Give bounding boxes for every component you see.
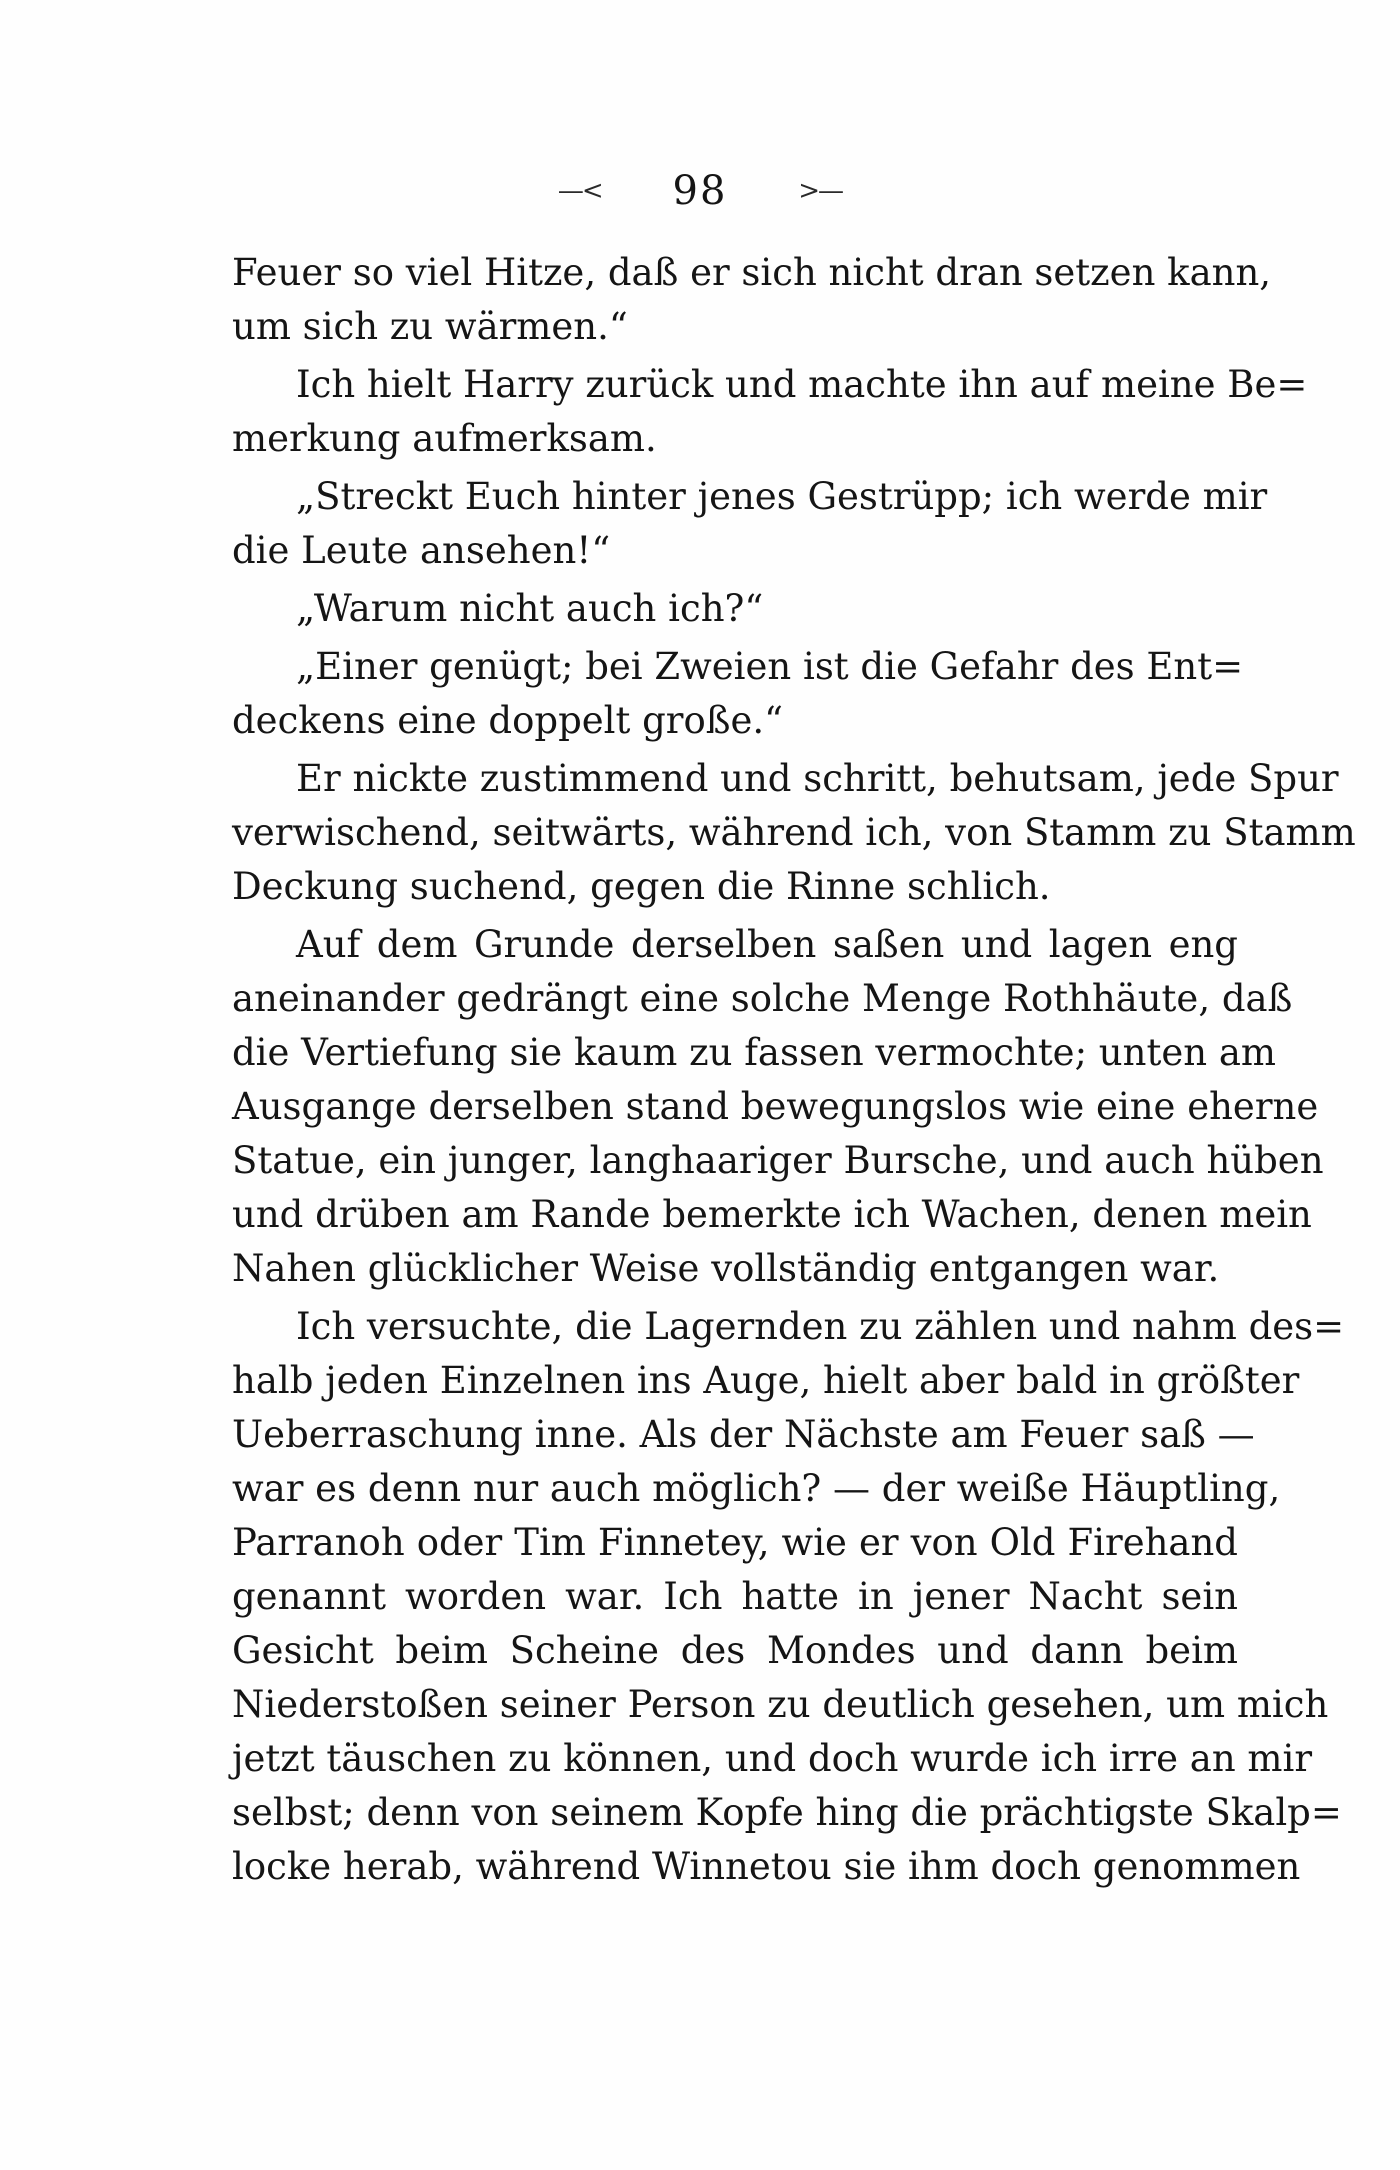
text-line: die Vertiefung sie kaum zu fassen vermochte; unten am: [232, 1031, 1276, 1074]
page-header: [0, 158, 1400, 221]
text-line: „Streckt Euch hinter jenes Gestrüpp; ich werde mir: [296, 475, 1268, 518]
text-line: Statue, ein junger, langhaariger Bursche, und auch hüben: [232, 1139, 1324, 1182]
text-line: Er nickte zustimmend und schritt, behutsam, jede Spur: [296, 757, 1339, 800]
text-line: halb jeden Einzelnen ins Auge, hielt aber bald in größter: [232, 1359, 1300, 1402]
text-line: selbst; denn von seinem Kopfe hing die prächtigste Skalp=: [232, 1791, 1342, 1834]
text-line: Niederstoßen seiner Person zu deutlich gesehen, um mich: [232, 1683, 1329, 1726]
text-line: locke herab, während Winnetou sie ihm doch genommen: [232, 1845, 1301, 1888]
text-line: um sich zu wärmen.“: [232, 305, 628, 348]
text-line: aneinander gedrängt eine solche Menge Rothhäute, daß: [232, 977, 1293, 1020]
text-line: Deckung suchend, gegen die Rinne schlich.: [232, 865, 1051, 908]
ornament-left: —<: [557, 176, 602, 206]
text-line: Ueberraschung inne. Als der Nächste am Feuer saß —: [232, 1413, 1255, 1456]
text-line: und drüben am Rande bemerkte ich Wachen, denen mein: [232, 1193, 1312, 1236]
text-line: verwischend, seitwärts, während ich, von Stamm zu Stamm: [232, 811, 1356, 854]
text-line: Ich hielt Harry zurück und machte ihn auf meine Be=: [296, 363, 1308, 406]
text-line: Feuer so viel Hitze, daß er sich nicht dran setzen kann,: [232, 251, 1272, 294]
body-text: [232, 246, 1356, 1894]
page-number: 98: [672, 168, 728, 214]
text-line: die Leute ansehen!“: [232, 529, 611, 572]
text-line: Ausgange derselben stand bewegungslos wie eine eherne: [232, 1085, 1319, 1128]
text-line: genannt worden war. Ich hatte in jener Nacht sein: [232, 1575, 1238, 1618]
text-line: war es denn nur auch möglich? — der weiße Häuptling,: [232, 1467, 1281, 1510]
text-line: Ich versuchte, die Lagernden zu zählen und nahm des=: [296, 1305, 1345, 1348]
text-line: Parranoh oder Tim Finnetey, wie er von Old Firehand: [232, 1521, 1238, 1564]
text-line: Nahen glücklicher Weise vollständig entgangen war.: [232, 1247, 1220, 1290]
text-line: Auf dem Grunde derselben saßen und lagen eng: [296, 923, 1238, 966]
text-line: „Warum nicht auch ich?“: [296, 587, 764, 630]
text-line: merkung aufmerksam.: [232, 417, 657, 460]
text-line: Gesicht beim Scheine des Mondes und dann beim: [232, 1629, 1238, 1672]
ornament-right: >—: [798, 176, 843, 206]
text-line: „Einer genügt; bei Zweien ist die Gefahr des Ent=: [296, 645, 1244, 688]
text-line: jetzt täuschen zu können, und doch wurde ich irre an mir: [232, 1737, 1313, 1780]
text-line: deckens eine doppelt große.“: [232, 699, 784, 742]
